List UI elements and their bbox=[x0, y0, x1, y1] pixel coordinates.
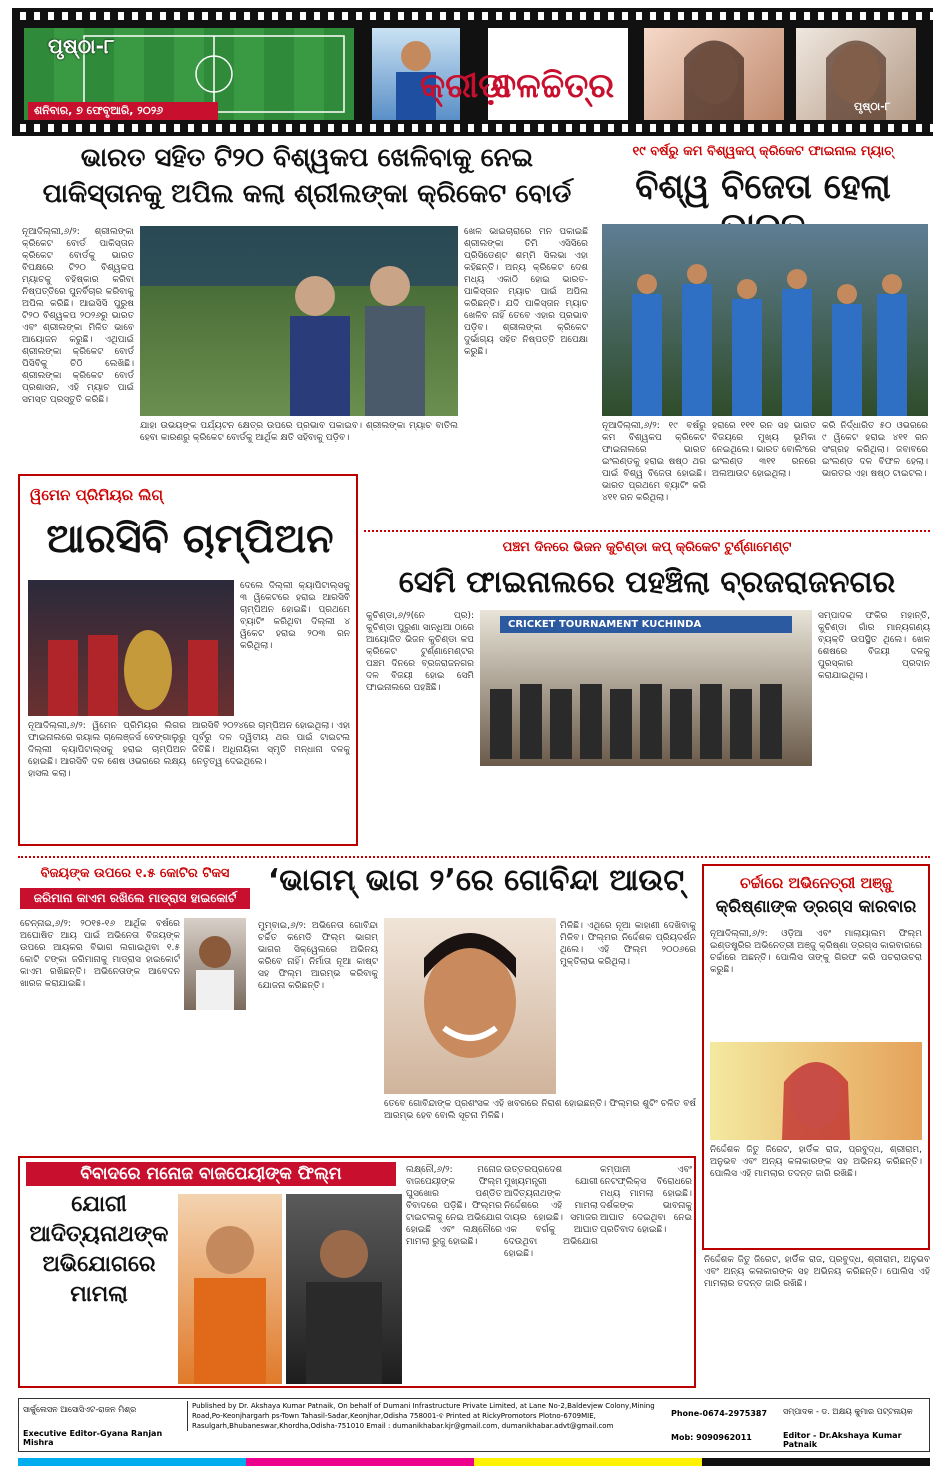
story3-body-mid: ଆରସିବି ୨୦୨୪ରେ ଚାମ୍ପିଅନ ହୋଇଥିଲା। ଏହା ପୂର୍ବରୁ ଦଳ ଦ୍ୱିତୀୟ ଥର ପାଇଁ ଟାଇଟଲ ଜିତିଛି। ଅଧିନାୟିକା ସ୍ମୃତି ମନ୍ଧାନା ଦଳକୁ ନେତୃତ୍ୱ ଦେଇଥିଲେ। bbox=[192, 721, 350, 767]
story8-body-col3: କମ୍ପାନୀ ଏବଂ ନେଟଫ୍ଲିକ୍ସ ବିରୋଧରେ ମଧ୍ୟ ମାମଲା ହୋଇଛି। ଦର୍ଶକଙ୍କ ଭାବନାକୁ ଆଘାତ ଦେଇଥିବା ନେଇ ପ୍ରତିବାଦ ହୋଇଛି। bbox=[600, 1165, 692, 1235]
publication-date: ଶନିବାର, ୭ ଫେବୃଆରି, ୨୦୨୬ bbox=[34, 104, 164, 117]
story4-top-rule bbox=[364, 530, 930, 532]
story5-kicker-line2: ଜରିମାନା କାଏମ ରଖିଲେ ମାଡ୍ରାସ ହାଇକୋର୍ଟ bbox=[20, 888, 250, 909]
story6-body-left: ମୁମ୍ବାଇ,୬/୨: ଅଭିନେତା ଗୋବିନ୍ଦା ଚର୍ଚ୍ଚିତ କମେଡି ଫିଲ୍ମ ଭାଗମ୍ ଭାଗର ସିକ୍ୱେଲରେ ଅଭିନୟ କରିବେ ନାହିଁ। ନିର୍ମାତା ନୂଆ କାଷ୍ଟ ସହ ଫିଲ୍ମ ଆରମ୍ଭ କରିବାକୁ ଯୋଜନା କରିଛନ୍ତି। bbox=[258, 921, 378, 991]
film-perforation-bottom bbox=[12, 124, 933, 132]
story2-kicker: ୧୯ ବର୍ଷରୁ କମ ବିଶ୍ୱକପ୍ କ୍ରିକେଟ ଫାଇନାଲ ମ୍ୟାଚ୍ bbox=[632, 144, 894, 159]
story1-photo bbox=[140, 226, 458, 416]
story1-headline-line1: ଭାରତ ସହିତ ଟି୨୦ ବିଶ୍ୱକପ ଖେଳିବାକୁ ନେଇ bbox=[80, 143, 534, 173]
story7-body-bottom: ନିର୍ଦ୍ଦେଶକ ଜିତୁ ଜିରେଟ, ହାର୍ଡିକ ରାଜ, ପ୍ରବୁଦ୍ଧ, ଶ୍ରୀରାମ, ଅନୁଭବ ଏବଂ ଅନ୍ୟ କଳାକାରଙ୍କ ସହ ଅଭିନୟ କରିଛନ୍ତି। ପୋଲିସ ଏହି ମାମଲାର ତଦନ୍ତ ଜାରି ରଖିଛି। bbox=[710, 1145, 922, 1179]
film-perforation-top bbox=[12, 12, 933, 20]
story8-yogi-photo bbox=[178, 1194, 282, 1384]
story8-headline-line3: ଅଭିଯୋଗରେ bbox=[42, 1252, 156, 1277]
print-color-bar bbox=[18, 1458, 930, 1466]
story6-body-mid: ମିଳିଛି। ଏଥିରେ ନୂଆ କାହାଣୀ ଦେଖିବାକୁ ମିଳିବ। ଫିଲ୍ମର ନିର୍ଦ୍ଦେଶକ ପ୍ରିୟଦର୍ଶନ ଥିଲେ। ଏହି ଫିଲ୍ମ ୨୦୦୬ରେ ମୁକ୍ତିଲାଭ କରିଥିଲା। bbox=[560, 921, 696, 967]
story3-body-left: ନୂଆଦିଲ୍ଲୀ,୬/୨: ୱିମେନ ପ୍ରିମିୟର ଲିଗର ଫାଇନାଲରେ ରୟାଲ ଚାଲେଞ୍ଜର୍ସ ବେଙ୍ଗାଲୁରୁ ଦିଲ୍ଲୀ କ୍ୟାପିଟାଲ୍ସକୁ ହରାଇ ଚାମ୍ପିଅନ ହୋଇଛି। ଆରସିବି ଦଳ ଶେଷ ଓଭରରେ ଲକ୍ଷ୍ୟ ହାସଲ କଲା। bbox=[28, 721, 186, 779]
footer-editor-odia: ସମ୍ପାଦକ - ଡ. ଅକ୍ଷୟ କୁମାର ପଟ୍ଟନାୟକ bbox=[783, 1407, 913, 1416]
story2-body-col1: ନୂଆଦିଲ୍ଲୀ,୬/୨: ୧୯ ବର୍ଷରୁ କମ ବିଶ୍ୱକପ କ୍ରିକେଟ ଫାଇନାଲରେ ଭାରତ ଇଂଲଣ୍ଡକୁ ହରାଇ ଷଷ୍ଠ ଥର ପାଇଁ ବିଶ୍ୱ ବିଜେତା ହୋଇଛି। ଭାରତ ପ୍ରଥମେ ବ୍ୟାଟିଂ କରି ୪୧୧ ରନ କରିଥିଲା। bbox=[602, 421, 706, 503]
story7-body-continued: ନିର୍ଦ୍ଦେଶକ ଜିତୁ ଜିରେଟ, ହାର୍ଡିକ ରାଜ, ପ୍ରବୁଦ୍ଧ, ଶ୍ରୀରାମ, ଅନୁଭବ ଏବଂ ଅନ୍ୟ କଳାକାରଙ୍କ ସହ ଅଭିନୟ କରିଛନ୍ତି। ପୋଲିସ ଏହି ମାମଲାର ତଦନ୍ତ ଜାରି ରଖିଛି। bbox=[704, 1255, 930, 1289]
story2-headline: ବିଶ୍ୱ ବିଜେତା ହେଲା bbox=[635, 167, 891, 207]
story1-body-right: ଖେଳ ଭାଇଚାରାରେ ମନ ପକାଇଛି ଶ୍ରୀଲଙ୍କା ତିମି ଏସିସିରେ ପ୍ରିସିଡେଣ୍ଟ ଶମ୍ମି ସିଲଭା ଏହା କହିଛନ୍ତି। ଅନ୍ୟ କ୍ରିକେଟ ଦେଶ ମଧ୍ୟ ଏକାଠି ହୋଇ ଭାରତ-ପାକିସ୍ତାନ ମ୍ୟାଚ ପାଇଁ ଅପିଲ କରିଛନ୍ତି। ଯଦି ପାକିସ୍ତାନ ମ୍ୟାଚ ଖେଳିବ ନାହିଁ ତେବେ ଏହାର ପ୍ରଭାବ ପଡ଼ିବ। ଶ୍ରୀଲଙ୍କା କ୍ରିକେଟ ଦୁର୍ଭାଗ୍ୟ ସହିତ ନିଷ୍ପତ୍ତି ଅପେକ୍ଷା କରୁଛି। bbox=[464, 227, 588, 357]
story8-headline-line1: ଯୋଗୀ bbox=[71, 1192, 127, 1217]
title-sports: କ୍ରୀଡ଼ା bbox=[420, 66, 512, 106]
story1-body-under-photo: ଯାହା ଉଭୟଙ୍କ ପର୍ଯ୍ୟଟନ କ୍ଷେତ୍ର ଉପରେ ପ୍ରଭାବ ପକାଇବ। ଶ୍ରୀଲଙ୍କା ମ୍ୟାଚ ବାତିଲ ହେବା କାରଣରୁ କ୍ରିକେଟ ବୋର୍ଡକୁ ଆର୍ଥିକ କ୍ଷତି ସହିବାକୁ ପଡ଼ିବ। bbox=[140, 421, 458, 443]
story3-kicker: ୱିମେନ ପ୍ରିମିୟର ଲିଗ୍ bbox=[30, 486, 163, 504]
story6-headline: ‘ଭାଗମ୍ ଭାଗ ୨’ରେ ଗୋବିନ୍ଦା ଆଉଟ୍ bbox=[267, 863, 685, 898]
story8-headline-line4: ମାମଲା bbox=[70, 1282, 128, 1307]
story2-body-col2: ହରାରେ ୧୧୧ ରନ ସହ ଭାରତ ବିଜୟରେ ମୁଖ୍ୟ ଭୂମିକା ନେଇଥିଲେ। ଭାରତ ବୋଲିଂରେ ଇଂଲଣ୍ଡ ୩୧୧ ରନରେ ଅଲଆଉଟ ହୋଇଥିଲା। bbox=[712, 421, 816, 479]
actress-photo-left bbox=[644, 28, 784, 120]
story7-headline: କ୍ରିଷ୍ଣାଙ୍କ ଡ୍ରଗ୍ସ କାରବାର bbox=[715, 897, 917, 917]
story6-govinda-photo bbox=[384, 918, 556, 1094]
story3-headline: ଆରସିବି ଚାମ୍ପିଅନ bbox=[46, 516, 334, 562]
story2-body-col3: କରି ନିର୍ଦ୍ଧାରିତ ୫୦ ଓଭରରେ ୯ ୱିକେଟ ହରାଇ ୪୧୧ ରନ ସଂଗ୍ରହ କରିଥିଲା। ଜବାବରେ ଇଂଲଣ୍ଡ ଦଳ ବିଫଳ ହେଲା। ଭାରତର ଏହା ଷଷ୍ଠ ଟାଇଟଲ। bbox=[822, 421, 928, 479]
story6-body-bottom: ତେବେ ଗୋବିନ୍ଦାଙ୍କ ପ୍ରଶଂସକ ଏହି ଖବରରେ ନିରାଶ ହୋଇଛନ୍ତି। ଫିଲ୍ମର ଶୁଟିଂ ଚଳିତ ବର୍ଷ ଆରମ୍ଭ ହେବ ବୋଲି ସୂଚନା ମିଳିଛି। bbox=[384, 1099, 696, 1121]
story3-body-right: ଦେଲେ ଦିଲ୍ଲୀ କ୍ୟାପିଟାଲ୍ସକୁ ୩ ୱିକେଟରେ ହରାଇ ଆରସିବି ଚାମ୍ପିଅନ ହୋଇଛି। ପ୍ରଥମେ ବ୍ୟାଟିଂ କରିଥିବା ଦିଲ୍ଲୀ ୪ ୱିକେଟ ହରାଇ ୨୦୩ ରନ କରିଥିଲା। bbox=[240, 581, 350, 651]
story8-body-col1: ଲକ୍ଷ୍ନୌ,୬/୨: ମନୋଜ ବାଜପେୟୀଙ୍କ ଫିଲ୍ମ ଘୁସଖୋର ପଣ୍ଡିତ ବିବାଦରେ ପଡ଼ିଛି। ଫିଲ୍ମର ଟାଇଟଲକୁ ନେଇ ଅଭିଯୋଗ ହୋଇଛି ଏବଂ ଲକ୍ଷ୍ନୌରେ ମାମଲା ରୁଜୁ ହୋଇଛି। bbox=[406, 1165, 502, 1247]
page-label: ପୃଷ୍ଠା-୮ bbox=[48, 34, 115, 58]
story4-photo bbox=[480, 610, 812, 766]
story7-actress-photo bbox=[710, 1042, 922, 1140]
story4-body-left: କୁଚିଣ୍ଡା,୬/୨(ନେ ପ୍ର): କୁଚିଣ୍ଡା ପୁରୁଣା ସାନ୍ଧିଆ ଠାରେ ଆୟୋଜିତ ଭିଜନ କୁଚିଣ୍ଡା କପ କ୍ରିକେଟ ଟୁର୍ଣ୍ଣାମେଣ୍ଟର ପଞ୍ଚମ ଦିନରେ ବ୍ରଜରାଜନଗର ଦଳ ବିଜୟୀ ହୋଇ ସେମି ଫାଇନାଲରେ ପହଞ୍ଚିଛି। bbox=[366, 611, 474, 693]
footer-executive-editor: Executive Editor-Gyana Ranjan Mishra bbox=[23, 1429, 163, 1447]
story4-headline: ସେମି ଫାଇନାଲରେ ପହଞ୍ଚିଲା ବ୍ରଜରାଜନଗର bbox=[398, 565, 896, 600]
story8-headline-line2: ଆଦିତ୍ୟନାଥଙ୍କ bbox=[29, 1222, 169, 1247]
story7-kicker: ଚର୍ଚ୍ଚାରେ ଅଭିନେତ୍ରୀ ଅଞ୍ଜୁ bbox=[739, 874, 893, 892]
story3-photo bbox=[28, 580, 234, 716]
story4-body-right: ସମ୍ପାଦକ ଫକିର ମହାନ୍ତି, କୁଚିଣ୍ଡା ଗାଁର ମାନ୍ୟଗଣ୍ୟ ବ୍ୟକ୍ତି ଉପସ୍ଥିତ ଥିଲେ। ଖେଳ ଶେଷରେ ବିଜୟୀ ଦଳକୁ ପୁରସ୍କାର ପ୍ରଦାନ କରାଯାଇଥିଲା। bbox=[818, 611, 930, 681]
footer-mobile: Mob: 9090962011 bbox=[671, 1433, 752, 1442]
footer-editor-en: Editor - Dr.Akshaya Kumar Patnaik bbox=[783, 1431, 902, 1449]
footer-phone: Phone-0674-2975387 bbox=[671, 1409, 768, 1418]
tournament-banner: CRICKET TOURNAMENT KUCHINDA bbox=[500, 616, 792, 633]
story1-body-left: ନୂଆଦିଲ୍ଲୀ,୬/୨: ଶ୍ରୀଲଙ୍କା କ୍ରିକେଟ ବୋର୍ଡ ପାକିସ୍ତାନ କ୍ରିକେଟ ବୋର୍ଡକୁ ଭାରତ ବିପକ୍ଷରେ ଟି୨୦ ବିଶ୍ୱକପ ମ୍ୟାଚକୁ ବହିଷ୍କାର କରିବା ନିଷ୍ପତ୍ତିରେ ପୁନର୍ବିଚାର କରିବାକୁ ଅପିଲ କରିଛି। ଆଇସିସି ପୁରୁଷ ଟି୨୦ ବିଶ୍ୱକପ ୨୦୨୬ରୁ ଭାରତ ଏବଂ ଶ୍ରୀଲଙ୍କା ମିଳିତ ଭାବେ ଆୟୋଜନ କରୁଛି। ଏଥିପାଇଁ ଶ୍ରୀଲଙ୍କା କ୍ରିକେଟ ବୋର୍ଡ ପିସିବିକୁ ଚିଠି ଲେଖିଛି। ଶ୍ରୀଲଙ୍କା କ୍ରିକେଟ ବୋର୍ଡ ପ୍ରଶାସନ, ଏହି ମ୍ୟାଚ ପାଇଁ ସମସ୍ତ ପ୍ରସ୍ତୁତି କରିଛି। bbox=[22, 227, 134, 405]
story2-team-photo bbox=[602, 224, 928, 416]
footer bbox=[18, 1398, 930, 1452]
story5-body: ଚେନ୍ନାଇ,୬/୨: ୨୦୧୫-୧୬ ଆର୍ଥିକ ବର୍ଷରେ ଅଘୋଷିତ ଆୟ ପାଇଁ ଅଭିନେତା ବିଜୟଙ୍କ ଉପରେ ଆୟକର ବିଭାଗ ଲଗାଇଥିବା ୧.୫ କୋଟି ଟଙ୍କା ଜରିମାନାକୁ ମାଡ୍ରାସ ହାଇକୋର୍ଟ କାଏମ ରଖିଛନ୍ତି। ଅଭିନେତାଙ୍କ ଆବେଦନ ଖାରଜ କରାଯାଇଛି। bbox=[20, 919, 180, 989]
story8-kicker: ବିବାଦରେ ମନୋଜ ବାଜପେୟୀଙ୍କ ଫିଲ୍ମ bbox=[26, 1162, 396, 1186]
story8-body-col2: ଉତ୍ତରପ୍ରଦେଶ ମୁଖ୍ୟମନ୍ତ୍ରୀ ଯୋଗୀ ଆଦିତ୍ୟନାଥଙ୍କ ନିର୍ଦ୍ଦେଶରେ ଏହି ମାମଲା ଦାୟର ହୋଇଛି। ସମାଜର ଏକ ବର୍ଗକୁ ଆଘାତ ଦେଉଥିବା ଅଭିଯୋଗ ହୋଇଛି। bbox=[504, 1165, 598, 1259]
section-divider bbox=[18, 856, 930, 858]
story7-body-top: ନୂଆଦିଲ୍ଲୀ,୬/୨: ଓଡ଼ିଆ ଏବଂ ମାଲାୟାଲମ ଫିଲ୍ମ ଇଣ୍ଡଷ୍ଟ୍ରିର ଅଭିନେତ୍ରୀ ଅଞ୍ଜୁ କ୍ରିଷ୍ଣା ଡ୍ରଗ୍ସ କାରବାରରେ ଚର୍ଚ୍ଚାରେ ଅଛନ୍ତି। ପୋଲିସ ତାଙ୍କୁ ଗିରଫ କରି ପଚରାଉଚରା କରୁଛି। bbox=[710, 929, 922, 975]
story8-manoj-photo bbox=[286, 1194, 402, 1384]
story1-headline-line2: ପାକିସ୍ତାନକୁ ଅପିଲ କଲା ଶ୍ରୀଲଙ୍କା କ୍ରିକେଟ ବୋର୍ଡ bbox=[42, 179, 572, 209]
footer-circulation: ସାର୍କୁଲେସନ ଆସୋସିଏଟ-ରାଜନ ମିଶ୍ର bbox=[23, 1405, 137, 1414]
story4-kicker: ପଞ୍ଚମ ଦିନରେ ଭିଜନ କୁଚିଣ୍ଡା କପ୍ କ୍ରିକେଟ ଟୁର୍ଣ୍ଣାମେଣ୍ଟ bbox=[502, 540, 792, 555]
story5-vijay-photo bbox=[184, 918, 246, 1010]
page-label-right: ପୃଷ୍ଠା-୮ bbox=[854, 100, 891, 113]
footer-publisher: Published by Dr. Akshaya Kumar Patnaik, On behalf of Dumani Infrastructure Private Limited, at Lane No-2,Baldevjew Colony,Mining Road,Po-Keonjhargarh ps-Town Tahasil-Sadar,Keonjhar,Odisha 758001-ବ Printed at RickyPromotors Plotno-6709MIE, Rasulgarh,Bhubaneswar,Khordha,Odisha-751010 Email : dumanikhabar.kjr@gmail.com, dumanikhabar.advt@gmail.com bbox=[187, 1401, 667, 1431]
masthead bbox=[12, 8, 933, 136]
story5-kicker-line1: ବିଜୟଙ୍କ ଉପରେ ୧.୫ କୋଟିର ଟିକସ bbox=[40, 866, 230, 881]
title-cinema: ଚଳଚ୍ଚିତ୍ର bbox=[492, 66, 615, 106]
